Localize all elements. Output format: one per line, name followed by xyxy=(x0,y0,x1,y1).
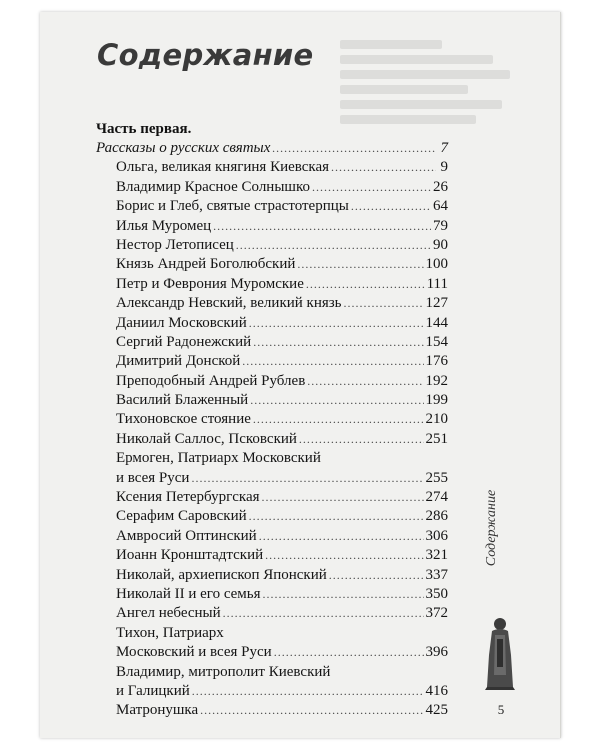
toc-entry-continuation: и всея Руси xyxy=(116,469,190,486)
dot-leader xyxy=(249,507,424,526)
dot-leader xyxy=(274,643,424,662)
toc-entry xyxy=(96,604,448,623)
toc-page-number: 286 xyxy=(425,508,448,525)
toc-entry-title: Ксения Петербургская xyxy=(116,489,260,506)
toc-page-number: 100 xyxy=(425,256,448,273)
toc-entry xyxy=(96,643,448,662)
toc-entry xyxy=(96,217,448,236)
toc-entry-title: Петр и Феврония Муромские xyxy=(116,275,304,292)
toc-entry xyxy=(96,430,448,449)
dot-leader xyxy=(331,158,436,177)
toc-entry xyxy=(96,507,448,526)
toc-entry xyxy=(96,352,448,371)
toc-entry xyxy=(96,275,448,294)
toc-entry-line xyxy=(96,663,448,682)
toc-page-number: 79 xyxy=(433,217,448,234)
dot-leader xyxy=(253,333,423,352)
dot-leader xyxy=(236,236,431,255)
toc-page-number: 9 xyxy=(440,159,448,176)
dot-leader xyxy=(200,701,423,720)
toc-page-number: 144 xyxy=(425,314,448,331)
toc-page-number: 26 xyxy=(433,178,448,195)
page-title: Содержание xyxy=(97,38,314,72)
toc-entry-line xyxy=(96,449,448,468)
toc-entry-title: Сергий Радонежский xyxy=(116,333,252,350)
toc-page-number: 372 xyxy=(425,605,448,622)
toc-page-number: 425 xyxy=(425,702,448,719)
toc-page-number: 337 xyxy=(425,566,448,583)
toc-entry-title: Ангел небесный xyxy=(116,605,221,622)
page-number: 5 xyxy=(497,702,505,717)
toc-entry-continuation: и Галицкий xyxy=(116,682,190,699)
running-header: Содержание xyxy=(484,489,499,567)
toc-entry-title: Владимир, митрополит Киевский xyxy=(116,663,331,680)
toc-section xyxy=(96,139,448,158)
toc-entry xyxy=(96,488,448,507)
toc-page-number: 251 xyxy=(425,430,448,447)
dot-leader xyxy=(297,255,423,274)
dot-leader xyxy=(307,372,423,391)
toc-page-number: 416 xyxy=(425,682,448,699)
toc-entry xyxy=(96,585,448,604)
toc-entry-title: Николай, архиепископ Японский xyxy=(116,566,327,583)
toc-page-number: 321 xyxy=(425,547,448,564)
toc-entry-title: Рассказы о русских святых xyxy=(96,140,271,156)
toc-entry-title: Серафим Саровский xyxy=(116,508,247,525)
toc-page-number: 192 xyxy=(425,372,448,389)
toc-page-number: 7 xyxy=(440,140,448,156)
toc-page-number: 306 xyxy=(425,527,448,544)
toc-entry xyxy=(96,682,448,701)
dot-leader xyxy=(306,275,425,294)
toc-entry xyxy=(96,701,448,720)
toc-entry xyxy=(96,158,448,177)
toc-page-number: 274 xyxy=(425,489,448,506)
dot-leader xyxy=(223,604,424,623)
dot-leader xyxy=(351,197,431,216)
toc-page-number: 176 xyxy=(425,353,448,370)
toc-entry-line xyxy=(96,624,448,643)
dot-leader xyxy=(312,178,431,197)
dot-leader xyxy=(253,410,424,429)
toc-entry xyxy=(96,527,448,546)
toc-entry-continuation: Московский и всея Руси xyxy=(116,644,272,661)
toc-entry-title: Александр Невский, великий князь xyxy=(116,295,342,312)
toc-entry xyxy=(96,333,448,352)
toc-page-number: 199 xyxy=(425,392,448,409)
toc-entry-title: Матронушка xyxy=(116,702,199,719)
toc-entry xyxy=(96,372,448,391)
toc-entry xyxy=(96,178,448,197)
toc-entry-title: Амвросий Оптинский xyxy=(116,527,257,544)
part-title: Часть первая. xyxy=(96,121,192,137)
dot-leader xyxy=(329,566,424,585)
toc-entry-title: Иоанн Кронштадтский xyxy=(116,547,264,564)
table-of-contents xyxy=(96,120,448,721)
toc-entries xyxy=(96,139,448,721)
dot-leader xyxy=(263,585,424,604)
toc-entry-title: Василий Блаженный xyxy=(116,392,249,409)
toc-entry-title: Даниил Московский xyxy=(116,314,247,331)
toc-entry xyxy=(96,546,448,565)
dot-leader xyxy=(265,546,423,565)
dot-leader xyxy=(259,527,424,546)
toc-page-number: 396 xyxy=(425,644,448,661)
dot-leader xyxy=(192,682,424,701)
toc-entry-title: Ермоген, Патриарх Московский xyxy=(116,450,321,467)
toc-entry xyxy=(96,314,448,333)
toc-page-number: 111 xyxy=(426,275,448,292)
toc-entry-title: Князь Андрей Боголюбский xyxy=(116,256,296,273)
toc-page-number: 210 xyxy=(425,411,448,428)
toc-entry-title: Тихоновское стояние xyxy=(116,411,251,428)
toc-entry xyxy=(96,255,448,274)
toc-entry xyxy=(96,410,448,429)
toc-entry-title: Николай Саллос, Псковский xyxy=(116,430,297,447)
dot-leader xyxy=(242,352,423,371)
dot-leader xyxy=(262,488,424,507)
dot-leader xyxy=(344,294,424,313)
toc-entry-title: Владимир Красное Солнышко xyxy=(116,178,310,195)
dot-leader xyxy=(272,139,436,158)
toc-page-number: 350 xyxy=(425,585,448,602)
toc-entry-title: Нестор Летописец xyxy=(116,236,234,253)
toc-entry-title: Борис и Глеб, святые страстотерпцы xyxy=(116,198,349,215)
toc-page-number: 90 xyxy=(433,236,448,253)
dot-leader xyxy=(191,469,423,488)
toc-page-number: 154 xyxy=(425,333,448,350)
dot-leader xyxy=(249,314,424,333)
toc-page-number: 255 xyxy=(425,469,448,486)
saint-figure-icon xyxy=(482,615,518,690)
toc-entry xyxy=(96,236,448,255)
toc-entry-title: Димитрий Донской xyxy=(116,353,241,370)
toc-entry xyxy=(96,566,448,585)
dot-leader xyxy=(299,430,424,449)
toc-entry xyxy=(96,197,448,216)
toc-page-number: 64 xyxy=(433,198,448,215)
dot-leader xyxy=(250,391,423,410)
toc-entry-title: Преподобный Андрей Рублев xyxy=(116,372,306,389)
toc-entry xyxy=(96,391,448,410)
toc-entry-title: Илья Муромец xyxy=(116,217,212,234)
toc-page-number: 127 xyxy=(425,295,448,312)
toc-entry-title: Ольга, великая княгиня Киевская xyxy=(116,159,330,176)
dot-leader xyxy=(213,217,431,236)
toc-entry xyxy=(96,469,448,488)
toc-entry-title: Николай II и его семья xyxy=(116,585,261,602)
toc-entry xyxy=(96,294,448,313)
toc-entry-title: Тихон, Патриарх xyxy=(116,624,224,641)
